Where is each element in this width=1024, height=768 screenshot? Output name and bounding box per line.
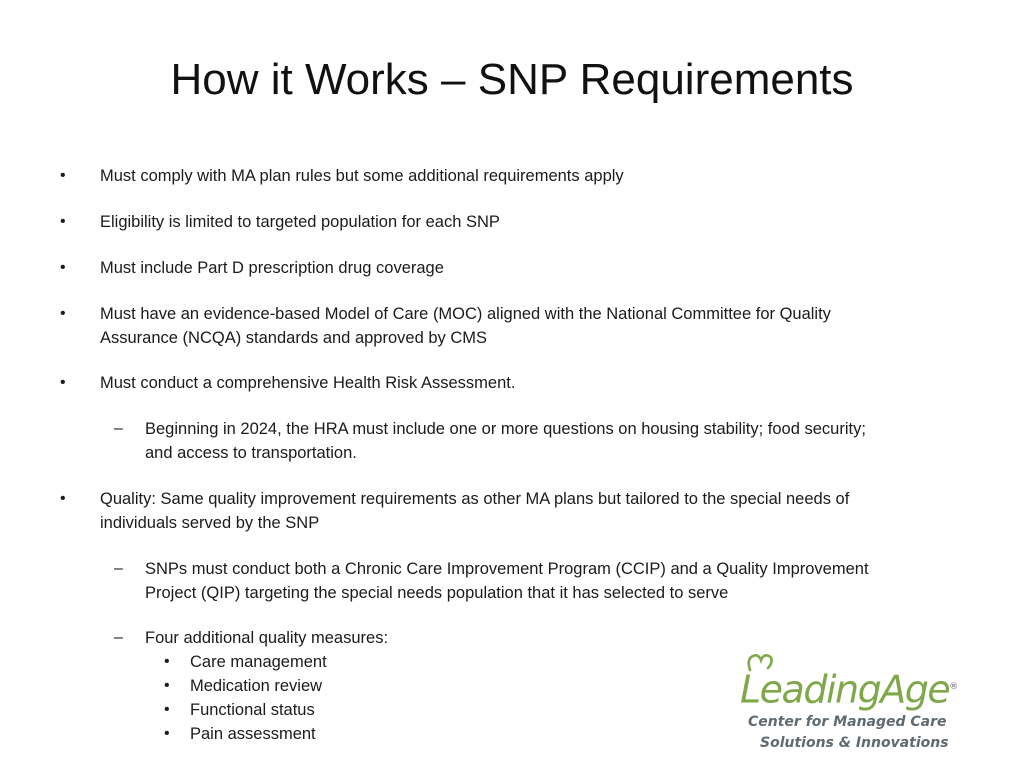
bullet-quality-line2: individuals served by the SNP bbox=[100, 514, 320, 532]
logo-subtitle-line2: Solutions & Innovations bbox=[760, 735, 949, 751]
bullet-marker: • bbox=[60, 374, 66, 391]
measure-medication-review: Medication review bbox=[190, 677, 323, 695]
sub-bullet-dash: – bbox=[114, 629, 123, 646]
measure-care-management: Care management bbox=[190, 653, 327, 671]
nested-bullet-marker: • bbox=[164, 725, 170, 742]
sub-bullet-quality-measures: Four additional quality measures: bbox=[145, 629, 389, 647]
bullet-hra: Must conduct a comprehensive Health Risk Assessment. bbox=[100, 374, 516, 392]
bullet-marker: • bbox=[60, 490, 66, 507]
sub-bullet-dash: – bbox=[114, 560, 123, 577]
sub-bullet-dash: – bbox=[114, 420, 123, 437]
bullet-marker: • bbox=[60, 213, 66, 230]
bullet-marker: • bbox=[60, 259, 66, 276]
sub-bullet-ccip-line1: SNPs must conduct both a Chronic Care Improvement Program (CCIP) and a Quality Improvement bbox=[145, 560, 869, 578]
logo-subtitle-line1: Center for Managed Care bbox=[748, 714, 947, 730]
sub-bullet-hra-2024-line1: Beginning in 2024, the HRA must include one or more questions on housing stability; food security; bbox=[145, 420, 866, 438]
bullet-quality-line1: Quality: Same quality improvement requirements as other MA plans but tailored to the special needs of bbox=[100, 490, 850, 508]
nested-bullet-marker: • bbox=[164, 701, 170, 718]
sub-bullet-hra-2024-line2: and access to transportation. bbox=[145, 444, 357, 462]
nested-bullet-marker: • bbox=[164, 677, 170, 694]
measure-functional-status: Functional status bbox=[190, 701, 315, 719]
bullet-moc-line2: Assurance (NCQA) standards and approved by CMS bbox=[100, 329, 488, 347]
bullet-moc-line1: Must have an evidence-based Model of Care (MOC) aligned with the National Committee for Quality bbox=[100, 305, 831, 323]
bullet-part-d: Must include Part D prescription drug coverage bbox=[100, 259, 444, 277]
slide-title: How it Works – SNP Requirements bbox=[170, 55, 854, 104]
bullet-marker: • bbox=[60, 305, 66, 322]
sub-bullet-ccip-line2: Project (QIP) targeting the special needs population that it has selected to serve bbox=[145, 584, 729, 602]
bullet-marker: • bbox=[60, 167, 66, 184]
bullet-ma-rules: Must comply with MA plan rules but some additional requirements apply bbox=[100, 167, 624, 185]
logo-wordmark: LeadingAge® bbox=[740, 667, 957, 712]
leadingage-logo bbox=[740, 650, 957, 760]
nested-bullet-marker: • bbox=[164, 653, 170, 670]
measure-pain-assessment: Pain assessment bbox=[190, 725, 316, 743]
bullet-eligibility: Eligibility is limited to targeted population for each SNP bbox=[100, 213, 500, 231]
